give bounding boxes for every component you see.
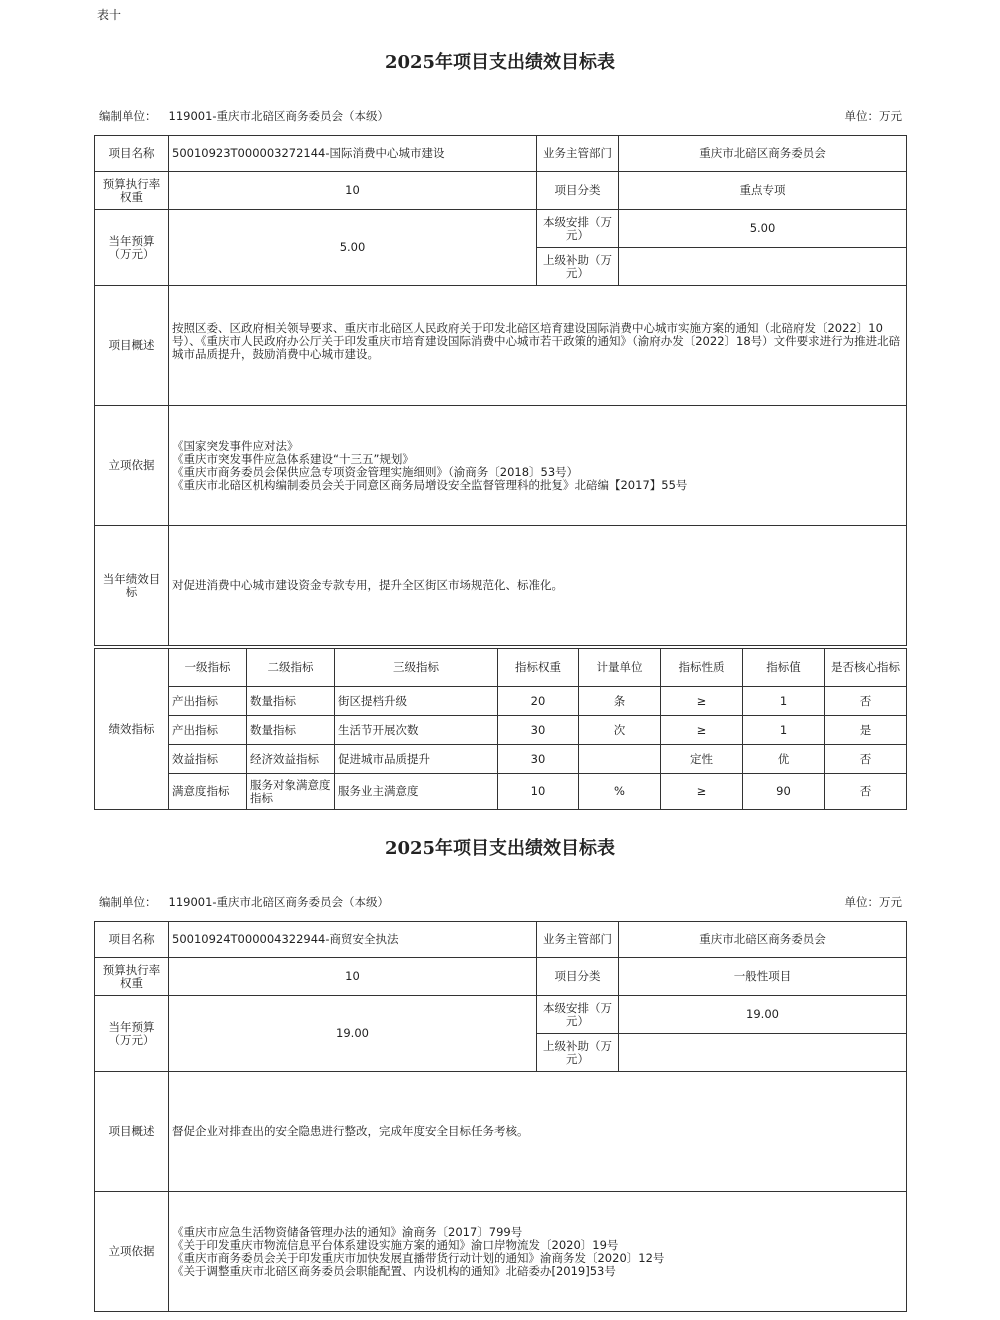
overview-text: 按照区委、区政府相关领导要求、重庆市北碚区人民政府关于印发北碚区培育建设国际消费中心城市实施方案的通知（北碚府发〔2022〕10号）、《重庆市人民政府办公厅关于印发重庆市培育建设国际消费中心城市若干政策的通知》（渝府办发〔2022〕18号）文件要求进行为推进北碚城市品质提升，鼓励消费中心城市建设。 bbox=[169, 286, 907, 406]
level1-cell: 产出指标 bbox=[169, 687, 247, 716]
header-value: 指标值 bbox=[743, 649, 825, 687]
weight-cell: 10 bbox=[498, 774, 579, 810]
table2-form bbox=[94, 921, 907, 1312]
level2-cell: 数量指标 bbox=[247, 687, 335, 716]
level2-cell: 服务对象满意度指标 bbox=[247, 774, 335, 810]
basis-line: 《重庆市突发事件应急体系建设“十三五”规划》 bbox=[172, 451, 414, 466]
level1-cell: 效益指标 bbox=[169, 745, 247, 774]
level1-cell: 满意度指标 bbox=[169, 774, 247, 810]
project-name-value: 50010923T000003272144-国际消费中心城市建设 bbox=[169, 136, 537, 172]
goal-label: 当年绩效目标 bbox=[95, 526, 169, 646]
core-cell: 否 bbox=[825, 745, 907, 774]
local-value: 19.00 bbox=[619, 996, 907, 1034]
indicator-table bbox=[94, 648, 907, 810]
basis-text bbox=[169, 1192, 907, 1312]
level2-cell: 数量指标 bbox=[247, 716, 335, 745]
basis-label: 立项依据 bbox=[95, 406, 169, 526]
basis-line: 《重庆市应急生活物资储备管理办法的通知》渝商务〔2017〕799号 bbox=[172, 1224, 523, 1239]
upper-value bbox=[619, 248, 907, 286]
basis-line: 《关于调整重庆市北碚区商务委员会职能配置、内设机构的通知》北碚委办[2019]53号 bbox=[172, 1263, 616, 1278]
table1-unit: 单位：万元 bbox=[844, 109, 902, 123]
level3-cell: 街区提档升级 bbox=[335, 687, 498, 716]
basis-line: 《重庆市商务委员会保供应急专项资金管理实施细则》（渝商务〔2018〕53号） bbox=[172, 464, 579, 479]
goal-text: 对促进消费中心城市建设资金专款专用，提升全区街区市场规范化、标准化。 bbox=[169, 526, 907, 646]
level3-cell: 促进城市品质提升 bbox=[335, 745, 498, 774]
project-name-label: 项目名称 bbox=[95, 922, 169, 958]
dept-label: 业务主管部门 bbox=[537, 136, 619, 172]
basis-line: 《国家突发事件应对法》 bbox=[172, 438, 299, 453]
corner-label: 表十 bbox=[97, 8, 122, 22]
category-label: 项目分类 bbox=[537, 172, 619, 210]
nature-cell: 定性 bbox=[661, 745, 743, 774]
upper-value bbox=[619, 1034, 907, 1072]
table1-compile-unit bbox=[99, 108, 389, 124]
local-label: 本级安排（万元） bbox=[537, 210, 619, 248]
table-row bbox=[95, 745, 907, 774]
upper-label: 上级补助（万元） bbox=[537, 248, 619, 286]
header-unit: 计量单位 bbox=[579, 649, 661, 687]
overview-text: 督促企业对排查出的安全隐患进行整改，完成年度安全目标任务考核。 bbox=[169, 1072, 907, 1192]
table1-form bbox=[94, 135, 907, 646]
value-cell: 1 bbox=[743, 687, 825, 716]
core-cell: 是 bbox=[825, 716, 907, 745]
unit-cell bbox=[579, 745, 661, 774]
compile-unit-value: 119001-重庆市北碚区商务委员会（本级） bbox=[168, 895, 390, 909]
local-value: 5.00 bbox=[619, 210, 907, 248]
value-cell: 90 bbox=[743, 774, 825, 810]
dept-value: 重庆市北碚区商务委员会 bbox=[619, 922, 907, 958]
local-label: 本级安排（万元） bbox=[537, 996, 619, 1034]
compile-unit-label: 编制单位： bbox=[99, 895, 157, 909]
level2-cell: 经济效益指标 bbox=[247, 745, 335, 774]
project-name-label: 项目名称 bbox=[95, 136, 169, 172]
basis-line: 《关于印发重庆市物流信息平台体系建设实施方案的通知》渝口岸物流发〔2020〕19号 bbox=[172, 1237, 619, 1252]
overview-label: 项目概述 bbox=[95, 286, 169, 406]
weight-label: 预算执行率权重 bbox=[95, 958, 169, 996]
unit-cell: 次 bbox=[579, 716, 661, 745]
level3-cell: 服务业主满意度 bbox=[335, 774, 498, 810]
upper-label: 上级补助（万元） bbox=[537, 1034, 619, 1072]
category-value: 一般性项目 bbox=[619, 958, 907, 996]
value-cell: 优 bbox=[743, 745, 825, 774]
table2-compile-unit bbox=[99, 894, 389, 910]
budget-value: 19.00 bbox=[169, 996, 537, 1072]
basis-label: 立项依据 bbox=[95, 1192, 169, 1312]
compile-unit-label: 编制单位： bbox=[99, 109, 157, 123]
basis-text bbox=[169, 406, 907, 526]
level1-cell: 产出指标 bbox=[169, 716, 247, 745]
header-level1: 一级指标 bbox=[169, 649, 247, 687]
header-weight: 指标权重 bbox=[498, 649, 579, 687]
budget-label: 当年预算（万元） bbox=[95, 996, 169, 1072]
budget-value: 5.00 bbox=[169, 210, 537, 286]
weight-cell: 30 bbox=[498, 716, 579, 745]
table1-title: 2025年项目支出绩效目标表 bbox=[384, 52, 616, 73]
category-label: 项目分类 bbox=[537, 958, 619, 996]
category-value: 重点专项 bbox=[619, 172, 907, 210]
basis-line: 《重庆市商务委员会关于印发重庆市加快发展直播带货行动计划的通知》渝商务发〔2020〕12号 bbox=[172, 1250, 665, 1265]
header-level3: 三级指标 bbox=[335, 649, 498, 687]
unit-cell: 条 bbox=[579, 687, 661, 716]
dept-value: 重庆市北碚区商务委员会 bbox=[619, 136, 907, 172]
weight-value: 10 bbox=[169, 958, 537, 996]
table2-unit: 单位：万元 bbox=[844, 895, 902, 909]
header-core: 是否核心指标 bbox=[825, 649, 907, 687]
core-cell: 否 bbox=[825, 774, 907, 810]
table-row bbox=[95, 716, 907, 745]
nature-cell: ≥ bbox=[661, 716, 743, 745]
basis-line: 《重庆市北碚区机构编制委员会关于同意区商务局增设安全监督管理科的批复》北碚编【2017】55号 bbox=[172, 477, 688, 492]
core-cell: 否 bbox=[825, 687, 907, 716]
indicator-label: 绩效指标 bbox=[95, 649, 169, 810]
nature-cell: ≥ bbox=[661, 687, 743, 716]
weight-cell: 30 bbox=[498, 745, 579, 774]
project-name-value: 50010924T000004322944-商贸安全执法 bbox=[169, 922, 537, 958]
dept-label: 业务主管部门 bbox=[537, 922, 619, 958]
weight-label: 预算执行率权重 bbox=[95, 172, 169, 210]
table-row bbox=[95, 774, 907, 810]
budget-label: 当年预算（万元） bbox=[95, 210, 169, 286]
header-level2: 二级指标 bbox=[247, 649, 335, 687]
nature-cell: ≥ bbox=[661, 774, 743, 810]
overview-label: 项目概述 bbox=[95, 1072, 169, 1192]
weight-value: 10 bbox=[169, 172, 537, 210]
unit-cell: % bbox=[579, 774, 661, 810]
header-nature: 指标性质 bbox=[661, 649, 743, 687]
level3-cell: 生活节开展次数 bbox=[335, 716, 498, 745]
value-cell: 1 bbox=[743, 716, 825, 745]
compile-unit-value: 119001-重庆市北碚区商务委员会（本级） bbox=[168, 109, 390, 123]
weight-cell: 20 bbox=[498, 687, 579, 716]
table-row bbox=[95, 687, 907, 716]
table2-title: 2025年项目支出绩效目标表 bbox=[384, 838, 616, 859]
